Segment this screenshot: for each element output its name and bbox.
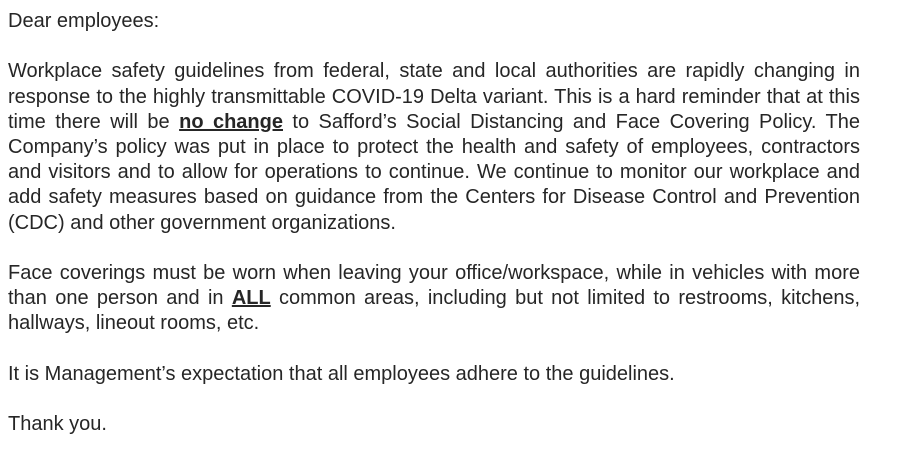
letter-body	[8, 9, 860, 437]
emphasis-no-change: no change	[179, 110, 283, 133]
paragraph-safety-guidelines	[8, 59, 860, 235]
salutation: Dear employees:	[8, 10, 160, 32]
paragraph-face-coverings	[8, 261, 860, 337]
paragraph-text: to Safford’s Social Distancing and Face Covering Policy. The Company’s policy was put in place to protect the health and safety of employees, contractors and visitors and to allow for operations to continue. We continue to monitor our workplace and add safety measures based on guidance from the Centers for Disease Control and Prevention (CDC) and other government organizations.	[8, 110, 860, 234]
paragraph-management-expectation: It is Management’s expectation that all employees adhere to the guidelines.	[8, 362, 675, 385]
paragraph-text: common areas, including but not limited to restrooms, kitchens, hallways, lineout rooms, etc.	[8, 287, 860, 335]
paragraph-text: Face coverings must be worn when leaving your office/workspace, while in vehicles with more than one person and in	[8, 262, 860, 310]
closing: Thank you.	[8, 413, 107, 436]
paragraph-text: Workplace safety guidelines from federal, state and local authorities are rapidly changing in response to the highly transmittable COVID-19 Delta variant. This is a hard reminder that at this time there will be	[8, 60, 860, 133]
emphasis-all: ALL	[231, 287, 271, 310]
